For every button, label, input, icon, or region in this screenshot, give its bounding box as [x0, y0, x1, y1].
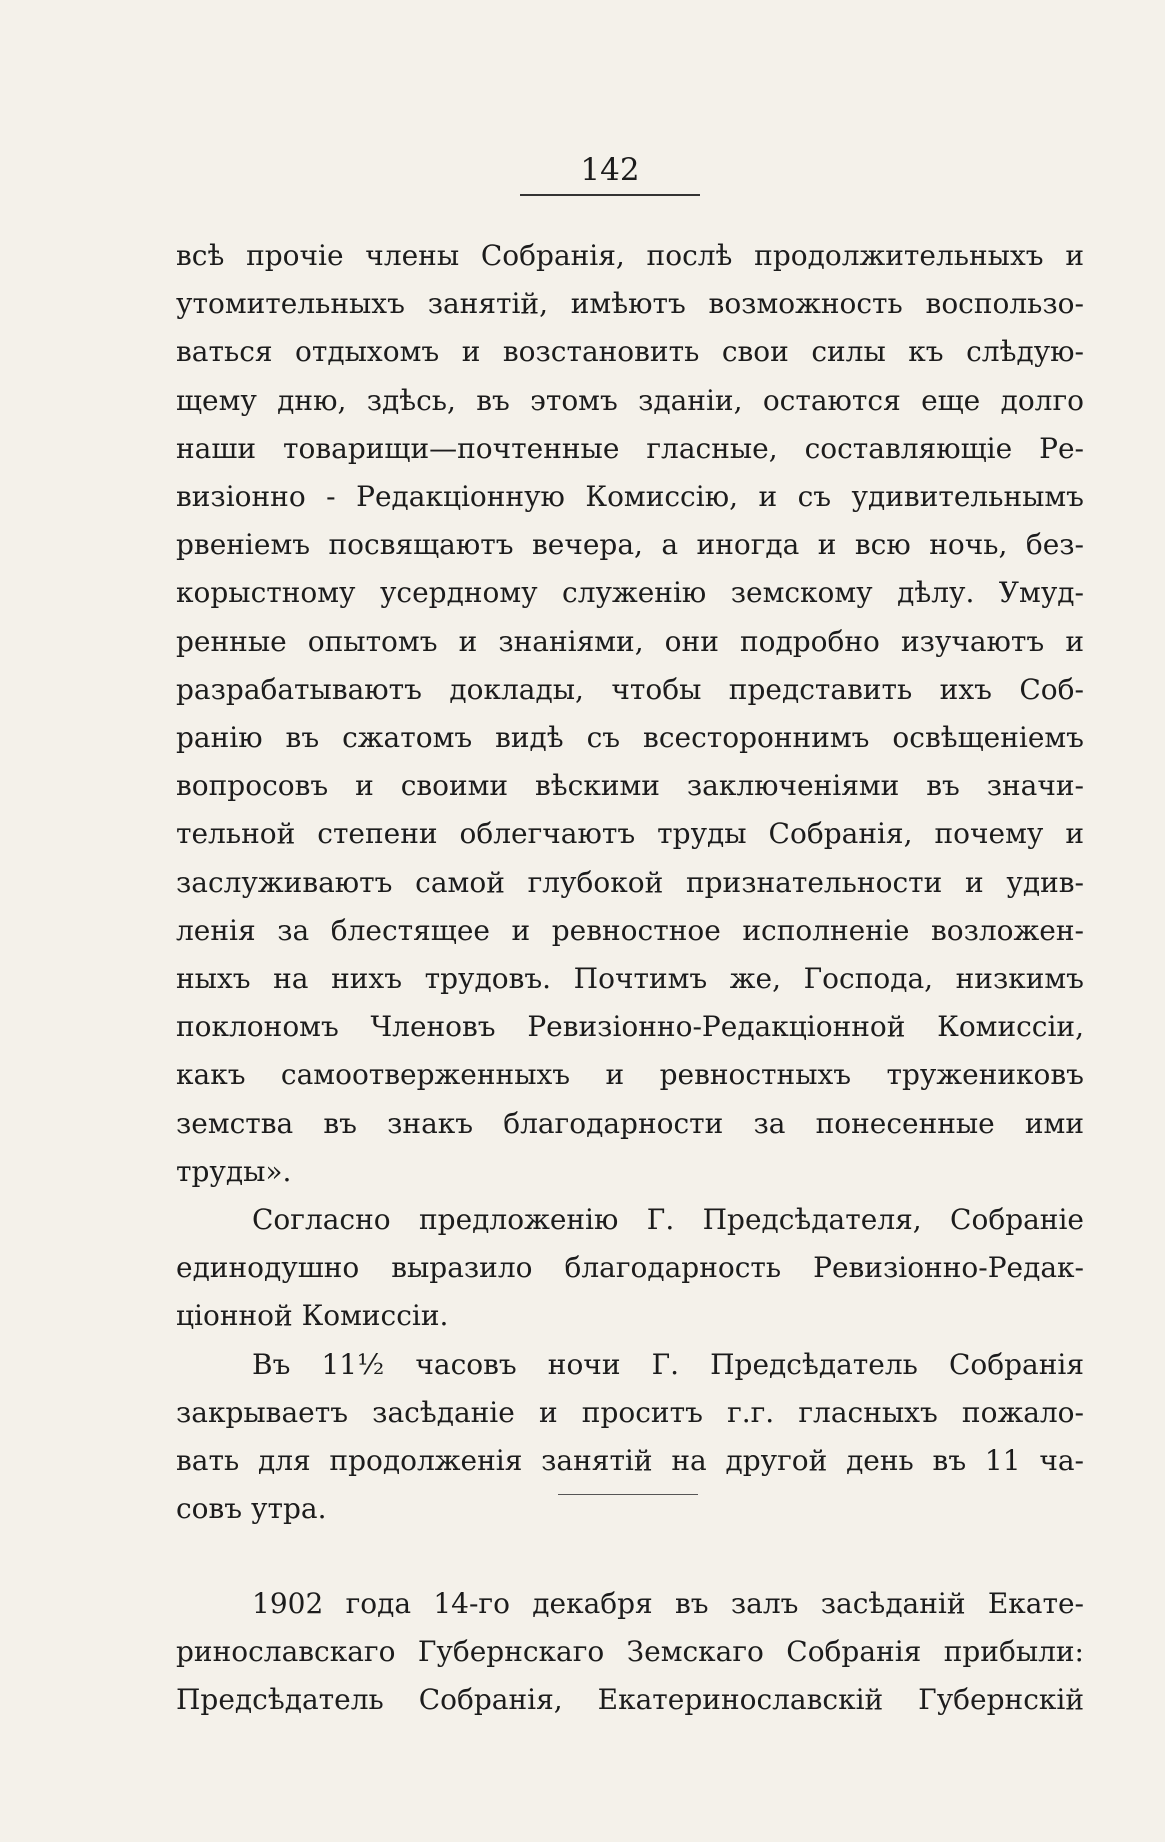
next-session-text	[176, 1580, 1084, 1725]
text-line: разрабатываютъ доклады, чтобы представить ихъ Соб-	[176, 672, 1084, 706]
text-line: тельной степени облегчаютъ труды Собранія, почему и	[176, 817, 1084, 851]
text-line: ваться отдыхомъ и возстановить свои силы къ слѣдую-	[176, 335, 1084, 369]
text-line: заслуживаютъ самой глубокой признательности и удив-	[176, 865, 1084, 899]
text-line: единодушно выразило благодарность Ревизіонно-Редак-	[176, 1251, 1084, 1285]
page-number: 142	[520, 150, 700, 196]
text-line: ціонной Комиссіи.	[176, 1299, 449, 1333]
text-line: утомительныхъ занятій, имѣютъ возможность воспользо-	[176, 287, 1084, 321]
text-line: вать для продолженія занятій на другой день въ 11 ча-	[176, 1444, 1084, 1478]
main-text	[176, 232, 1084, 1533]
text-line: визіонно - Редакціонную Комиссію, и съ удивительнымъ	[176, 480, 1084, 514]
text-line: корыстному усердному служенію земскому дѣлу. Умуд-	[176, 576, 1084, 610]
text-line: труды».	[176, 1154, 292, 1188]
text-line: совъ утра.	[176, 1492, 327, 1526]
text-line: какъ самоотверженныхъ и ревностныхъ тружениковъ	[176, 1058, 1084, 1092]
text-line: поклономъ Членовъ Ревизіонно-Редакціонной Комиссіи,	[176, 1010, 1084, 1044]
text-line: земства въ знакъ благодарности за понесенные ими	[176, 1106, 1084, 1140]
text-line: закрываетъ засѣданіе и проситъ г.г. гласныхъ пожало-	[176, 1395, 1084, 1429]
text-line: Предсѣдатель Собранія, Екатеринославскій Губернскій	[176, 1683, 1084, 1717]
text-line: рвеніемъ посвящаютъ вечера, а иногда и всю ночь, без-	[176, 528, 1084, 562]
text-line: всѣ прочіе члены Собранія, послѣ продолжительныхъ и	[176, 239, 1084, 272]
text-line: ныхъ на нихъ трудовъ. Почтимъ же, Господа, низкимъ	[176, 962, 1084, 996]
text-line: ранію въ сжатомъ видѣ съ всестороннимъ освѣщеніемъ	[176, 721, 1084, 755]
text-line: ленія за блестящее и ревностное исполненіе возложен-	[176, 913, 1084, 947]
text-line: Въ 11½ часовъ ночи Г. Предсѣдатель Собранія	[252, 1347, 1084, 1381]
text-line: ринославскаго Губернскаго Земскаго Собранія прибыли:	[176, 1635, 1084, 1669]
text-line: Согласно предложенію Г. Предсѣдателя, Собраніе	[252, 1203, 1084, 1237]
text-line: щему дню, здѣсь, въ этомъ зданіи, остаются еще долго	[176, 383, 1084, 417]
text-line: ренные опытомъ и знаніями, они подробно изучаютъ и	[176, 624, 1084, 658]
section-separator	[558, 1494, 698, 1495]
text-line: вопросовъ и своими вѣскими заключеніями въ значи-	[176, 769, 1084, 803]
text-line: 1902 года 14-го декабря въ залъ засѣданій Екате-	[252, 1587, 1084, 1620]
text-line: наши товарищи—почтенные гласные, составляющіе Ре-	[176, 431, 1084, 465]
